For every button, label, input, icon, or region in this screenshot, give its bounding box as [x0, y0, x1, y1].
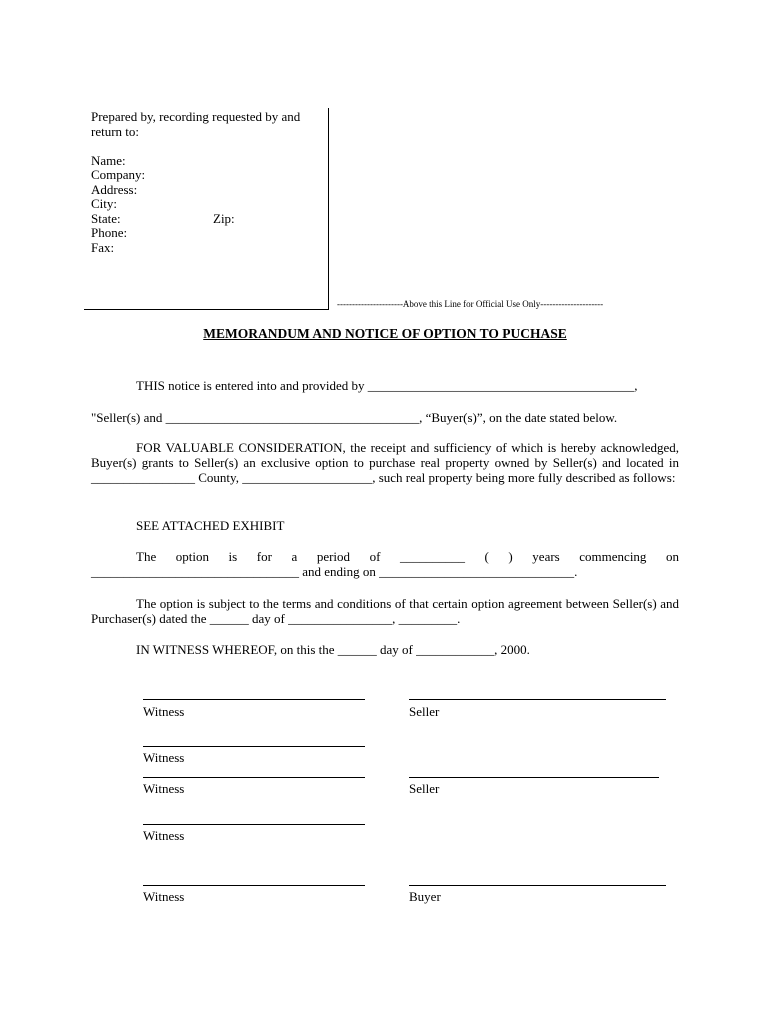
fax-label: Fax: — [91, 240, 115, 255]
terms-text: The option is subject to the terms and conditions of that certain option agreement between Seller(s) and Purchaser(s) dated the ______ day of ________________, _________. — [91, 596, 679, 626]
address-label: Address: — [91, 182, 138, 197]
notice-text: THIS notice is entered into and provided by _________________________________________, — [136, 378, 638, 393]
company-label: Company: — [91, 167, 146, 182]
terms-paragraph — [91, 596, 679, 626]
document-title: MEMORANDUM AND NOTICE OF OPTION TO PUCHASE — [203, 326, 567, 341]
witness-signature-line — [143, 746, 365, 747]
witness-label: Witness — [143, 889, 185, 904]
witness-label: Witness — [143, 704, 185, 719]
official-use-line: ----------------------Above this Line for Official Use Only--------------------- — [337, 299, 604, 309]
notice-paragraph — [91, 378, 679, 393]
period-paragraph — [91, 549, 679, 579]
prepared-by-line-1: Prepared by, recording requested by and — [91, 109, 301, 124]
consideration-text: FOR VALUABLE CONSIDERATION, the receipt and sufficiency of which is hereby acknowledged, Buyer(s) grants to Seller(s) an exclusive option to purchase real property owned by Seller(s) and located in ________________ County, ____________________, such real property being more fully described as follows: — [91, 440, 679, 485]
zip-label: Zip: — [213, 211, 235, 226]
seller-label: Seller — [409, 781, 440, 796]
consideration-paragraph — [91, 440, 679, 485]
prepared-by-line-2: return to: — [91, 124, 140, 139]
phone-label: Phone: — [91, 225, 128, 240]
witness-label: Witness — [143, 750, 185, 765]
witness-label: Witness — [143, 781, 185, 796]
witness-label: Witness — [143, 828, 185, 843]
witness-signature-line — [143, 699, 365, 700]
buyer-label: Buyer — [409, 889, 441, 904]
seller-signature-line — [409, 777, 659, 778]
witness-whereof-paragraph — [91, 642, 679, 657]
seller-label: Seller — [409, 704, 440, 719]
recording-box-bottom-rule — [84, 309, 329, 310]
witness-whereof-text: IN WITNESS WHEREOF, on this the ______ day of ____________, 2000. — [136, 642, 530, 657]
city-label: City: — [91, 196, 118, 211]
seller-signature-line — [409, 699, 666, 700]
period-text: The option is for a period of __________ ( ) years commencing on ________________________________ and ending on ______________________________. — [91, 549, 679, 579]
buyer-signature-line — [409, 885, 666, 886]
name-label: Name: — [91, 153, 126, 168]
witness-signature-line — [143, 824, 365, 825]
witness-signature-line — [143, 885, 365, 886]
recording-box-vertical-rule — [328, 108, 329, 310]
witness-signature-line — [143, 777, 365, 778]
exhibit-text: SEE ATTACHED EXHIBIT — [136, 518, 285, 533]
exhibit-paragraph — [91, 518, 679, 533]
state-label: State: — [91, 211, 121, 226]
seller-buyer-paragraph: "Seller(s) and _______________________________________, “Buyer(s)”, on the date stated below. — [91, 410, 618, 425]
